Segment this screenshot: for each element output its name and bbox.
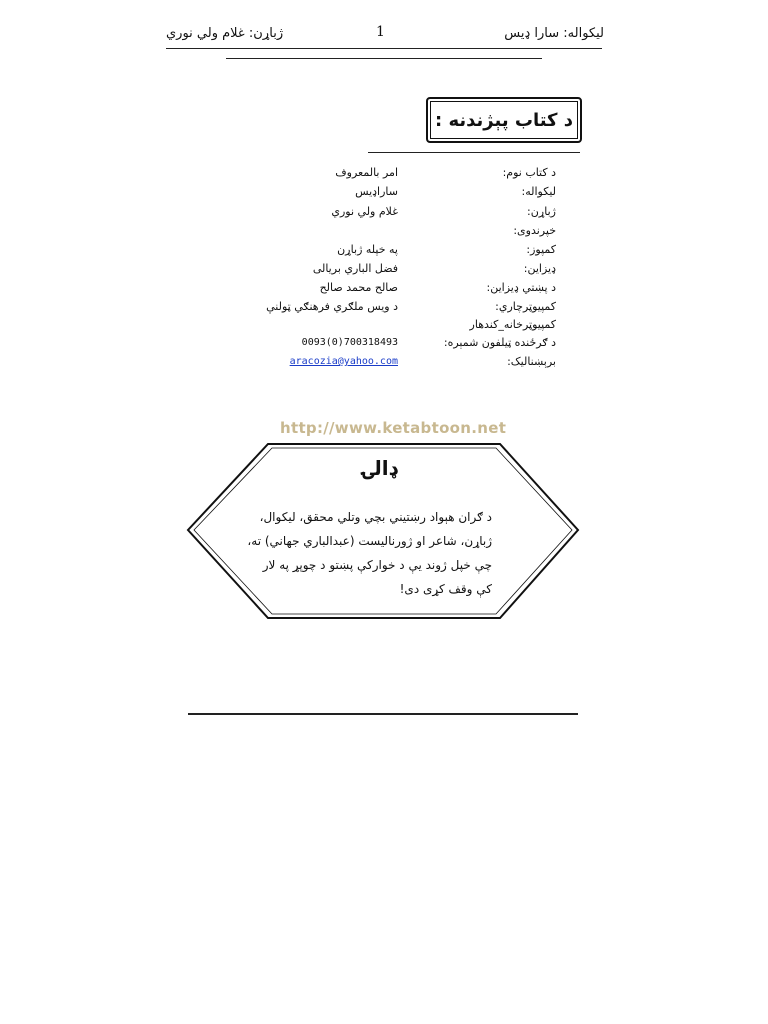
info-label: خپرندوی: — [513, 224, 556, 237]
info-label: ليکواله: — [521, 185, 556, 198]
info-value: امر بالمعروف — [335, 166, 398, 179]
info-label: د پښتي ډيزاين: — [486, 281, 556, 294]
info-label: د ګرځنده ټيلفون شمېره: — [443, 336, 556, 349]
info-value: غلام ولي نوري — [331, 205, 398, 218]
dedication-title: ډالۍ — [362, 456, 398, 480]
info-value: فضل الباري بريالی — [312, 262, 398, 275]
info-label: برېښناليک: — [507, 355, 556, 368]
info-label: ډيزاين: — [523, 262, 556, 275]
info-label: کمپيوټرچاري: — [495, 300, 556, 313]
info-label: ژباړن: — [527, 205, 556, 218]
book-info-title-box — [426, 97, 582, 143]
dedication-line: چې خپل ژوند يې د خوارکې پښتو د چوپړ په لار — [262, 558, 492, 572]
info-value: صالح محمد صالح — [319, 281, 398, 294]
bottom-divider — [188, 713, 578, 715]
info-value: په خپله ژباړن — [337, 243, 398, 256]
email-link[interactable]: aracozia@yahoo.com — [289, 356, 398, 367]
dedication-line: ژباړن، شاعر او ژورناليست (عبدالباري جهاني) ته، — [247, 534, 492, 548]
header-translator: ژباړن: غلام ولي نوري — [166, 26, 284, 41]
header-author: ليکواله: سارا ډيس — [504, 26, 604, 41]
info-label: کمپوز: — [526, 243, 556, 256]
page-number: 1 — [376, 24, 385, 40]
header-divider-short — [226, 58, 542, 59]
dedication-line: د ګران هېواد رښتيني بچي وتلي محقق، ليکوال، — [259, 510, 492, 524]
header-divider — [166, 48, 602, 49]
phone-number: 0093(0)700318493 — [301, 337, 398, 348]
info-value: ساراډيس — [355, 185, 398, 198]
dedication-line: کې وقف کړی دی! — [399, 582, 492, 596]
info-value: د ويس ملګري فرهنګي ټولنې — [266, 300, 398, 313]
info-label: د کتاب نوم: — [502, 166, 556, 179]
book-info-title: د کتاب پېژندنه : — [434, 109, 574, 131]
info-label: کمپيوټرخانه_کندهار — [469, 318, 556, 331]
title-underline — [368, 152, 580, 153]
website-link[interactable]: http://www.ketabtoon.net — [280, 419, 507, 437]
